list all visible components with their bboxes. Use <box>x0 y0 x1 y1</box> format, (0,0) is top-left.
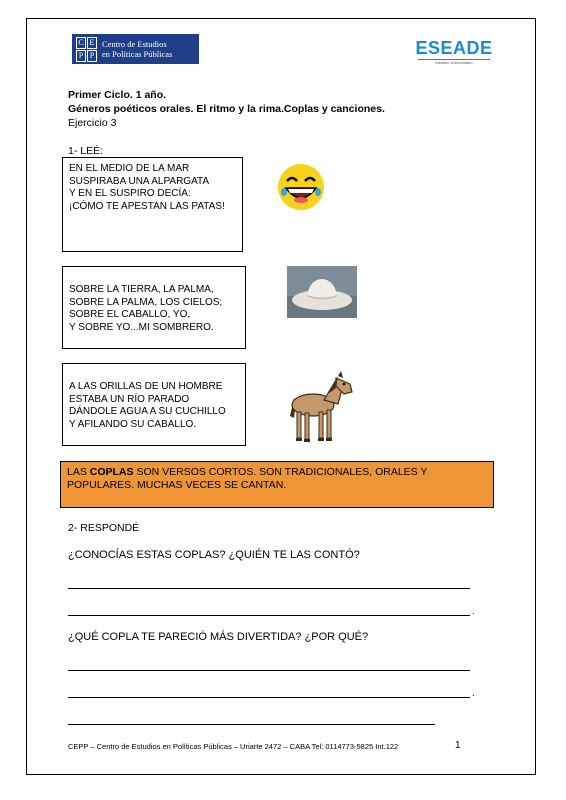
section2-heading: 2- RESPONDÉ <box>68 522 140 534</box>
horse-icon <box>280 368 358 444</box>
hat-photo <box>287 266 357 318</box>
poem-line: SUSPIRABA UNA ALPARGATA <box>69 175 210 187</box>
poem-line: Y AFILANDO SU CABALLO. <box>69 418 197 430</box>
answer-line[interactable] <box>68 670 470 671</box>
cepp-name-line1: Centro de Estudios <box>102 39 167 49</box>
cepp-initial: E <box>87 37 97 49</box>
page-number: 1 <box>455 740 461 751</box>
poem-line: SOBRE LA PALMA, LOS CIELOS; <box>69 296 223 308</box>
poem-line: SOBRE LA TIERRA, LA PALMA, <box>69 284 214 295</box>
footer-text: CEPP – Centro de Estudios en Políticas Públicas – Uriarte 2472 – CABA Tel: 0114773-5825 Int.122 <box>68 742 399 751</box>
info-highlight: COPLAS <box>89 466 134 478</box>
cepp-initial: P <box>87 50 97 62</box>
exercise-number: Ejercicio 3 <box>68 117 117 129</box>
line-end-mark: . <box>472 606 475 617</box>
answer-line[interactable] <box>68 724 435 725</box>
poem-line: A LAS ORILLAS DE UN HOMBRE <box>69 381 223 392</box>
cepp-name <box>102 39 172 59</box>
poem-line: SOBRE EL CABALLO, YO, <box>69 309 191 320</box>
answer-line[interactable] <box>68 588 470 589</box>
question-2: ¿QUÉ COPLA TE PARECIÓ MÁS DIVERTIDA? ¿POR QUÉ? <box>68 631 369 643</box>
laughing-emoji-icon <box>276 162 326 212</box>
lesson-title: Géneros poéticos orales. El ritmo y la rima.Coplas y canciones. <box>68 103 385 115</box>
poem-line: ESTABA UN RÍO PARADO <box>69 393 190 405</box>
question-1: ¿CONOCÍAS ESTAS COPLAS? ¿QUIÉN TE LAS CONTÓ? <box>68 549 360 561</box>
poem-line: Y EN EL SUSPIRO DECÍA: <box>69 188 191 199</box>
section1-heading: 1- LEÉ: <box>68 145 104 157</box>
line-end-mark: . <box>472 688 475 699</box>
answer-line[interactable] <box>68 615 470 616</box>
cepp-logo <box>72 34 199 64</box>
eseade-tagline: Instituto Universitario <box>418 59 490 66</box>
cepp-initial: P <box>76 50 86 62</box>
cepp-initial: C <box>76 37 86 49</box>
cepp-initials <box>76 37 97 62</box>
poem-line: ¡CÓMO TE APESTAN LAS PATAS! <box>69 200 225 212</box>
poem-line: DÁNDOLE AGUA A SU CUCHILLO <box>69 406 226 417</box>
poem-line: Y SOBRE YO...MI SOMBRERO. <box>69 321 214 333</box>
eseade-logo <box>410 38 498 66</box>
poem-box-1 <box>62 157 243 252</box>
answer-line[interactable] <box>68 697 470 698</box>
info-prefix: LAS <box>67 466 90 478</box>
poem-box-3 <box>62 363 246 446</box>
eseade-name: ESEADE <box>415 38 493 58</box>
poem-line: EN EL MEDIO DE LA MAR <box>69 163 190 174</box>
poem-box-2 <box>62 266 246 349</box>
cepp-name-line2: en Políticas Públicas <box>102 49 173 59</box>
coplas-info-box <box>60 461 494 508</box>
course-level: Primer Ciclo. 1 año. <box>68 89 167 101</box>
info-text: SON VERSOS CORTOS. SON TRADICIONALES, ORALES Y POPULARES. MUCHAS VECES SE CANTAN. <box>67 466 428 491</box>
